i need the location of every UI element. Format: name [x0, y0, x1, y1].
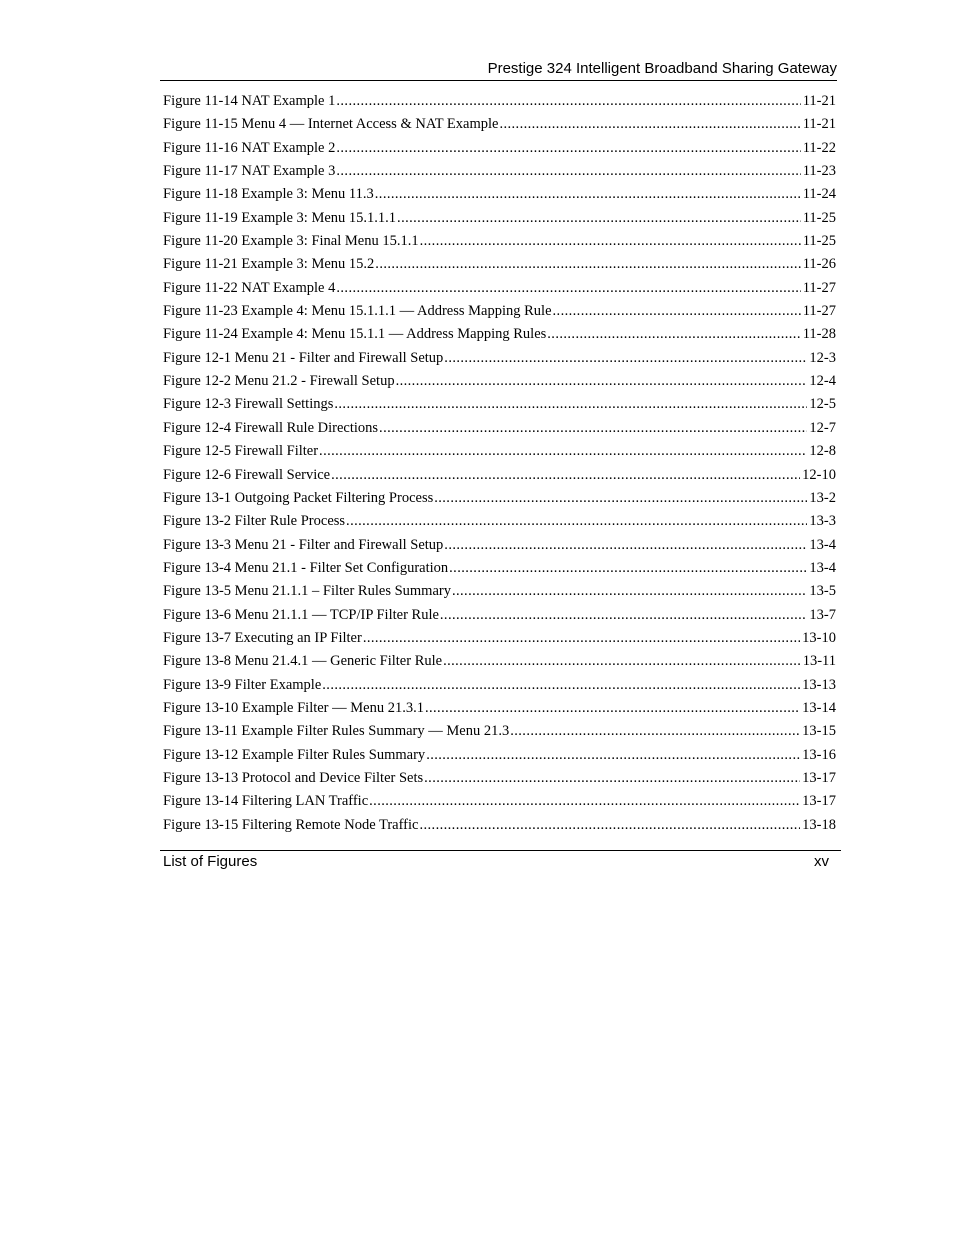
- toc-dot-leader: [444, 347, 807, 370]
- toc-entry-page: 11-26: [802, 256, 836, 273]
- toc-dot-leader: [440, 604, 808, 627]
- toc-dot-leader: [419, 814, 800, 837]
- toc-entry-label: Figure 12-1 Menu 21 - Filter and Firewall Setup: [163, 349, 444, 366]
- toc-entry-page: 13-15: [802, 723, 836, 740]
- toc-entry-label: Figure 13-7 Executing an IP Filter: [163, 629, 362, 646]
- toc-entry-label: Figure 12-4 Firewall Rule Directions: [163, 419, 379, 436]
- toc-entry-page: 13-18: [802, 816, 836, 833]
- toc-entry-label: Figure 11-21 Example 3: Menu 15.2: [163, 256, 375, 273]
- toc-dot-leader: [425, 697, 800, 720]
- toc-entry-page: 13-17: [802, 793, 836, 810]
- toc-dot-leader: [331, 464, 800, 487]
- toc-entry-page: 13-5: [809, 583, 836, 600]
- toc-entry-label: Figure 11-18 Example 3: Menu 11.3: [163, 186, 374, 203]
- toc-entry[interactable]: [163, 580, 836, 603]
- toc-dot-leader: [510, 720, 800, 743]
- toc-entry-label: Figure 13-10 Example Filter — Menu 21.3.1: [163, 699, 424, 716]
- toc-entry-label: Figure 13-12 Example Filter Rules Summary: [163, 746, 426, 763]
- toc-entry-page: 13-7: [809, 606, 836, 623]
- toc-entry-label: Figure 13-11 Example Filter Rules Summary — Menu 21.3: [163, 723, 510, 740]
- toc-entry-label: Figure 11-16 NAT Example 2: [163, 139, 336, 156]
- header-divider: [160, 80, 837, 81]
- toc-dot-leader: [336, 160, 800, 183]
- toc-entry-label: Figure 11-20 Example 3: Final Menu 15.1.1: [163, 233, 419, 250]
- toc-entry[interactable]: [163, 744, 836, 767]
- toc-entry[interactable]: [163, 650, 836, 673]
- toc-entry-label: Figure 12-2 Menu 21.2 - Firewall Setup: [163, 373, 395, 390]
- toc-entry[interactable]: [163, 207, 836, 230]
- toc-dot-leader: [449, 557, 807, 580]
- toc-entry-label: Figure 13-5 Menu 21.1.1 – Filter Rules Summary: [163, 583, 451, 600]
- toc-entry-label: Figure 13-9 Filter Example: [163, 676, 322, 693]
- toc-entry-page: 13-11: [802, 653, 836, 670]
- toc-dot-leader: [363, 627, 800, 650]
- toc-entry-page: 13-14: [802, 699, 836, 716]
- toc-entry-page: 13-17: [802, 769, 836, 786]
- toc-entry-page: 11-21: [802, 93, 836, 109]
- toc-dot-leader: [379, 417, 807, 440]
- toc-entry[interactable]: [163, 814, 836, 837]
- toc-entry[interactable]: [163, 113, 836, 136]
- toc-entry[interactable]: [163, 90, 836, 113]
- toc-entry[interactable]: [163, 183, 836, 206]
- toc-entry[interactable]: [163, 557, 836, 580]
- toc-entry[interactable]: [163, 487, 836, 510]
- toc-entry-page: 13-3: [809, 513, 836, 530]
- toc-entry-label: Figure 13-3 Menu 21 - Filter and Firewall Setup: [163, 536, 444, 553]
- toc-entry-label: Figure 13-14 Filtering LAN Traffic: [163, 793, 369, 810]
- toc-dot-leader: [396, 370, 808, 393]
- toc-entry[interactable]: [163, 323, 836, 346]
- footer-divider: [160, 850, 841, 851]
- toc-dot-leader: [336, 277, 800, 300]
- toc-entry[interactable]: [163, 627, 836, 650]
- toc-entry-page: 12-8: [809, 443, 836, 460]
- toc-entry[interactable]: [163, 604, 836, 627]
- toc-entry[interactable]: [163, 253, 836, 276]
- toc-dot-leader: [319, 440, 807, 463]
- toc-dot-leader: [424, 767, 800, 790]
- toc-dot-leader: [369, 790, 800, 813]
- toc-entry-page: 11-22: [802, 139, 836, 156]
- toc-entry-label: Figure 12-6 Firewall Service: [163, 466, 331, 483]
- toc-entry-page: 11-24: [802, 186, 836, 203]
- toc-dot-leader: [375, 183, 801, 206]
- toc-dot-leader: [346, 510, 807, 533]
- toc-entry-label: Figure 11-14 NAT Example 1: [163, 93, 336, 109]
- toc-entry-page: 12-4: [809, 373, 836, 390]
- toc-entry-label: Figure 13-4 Menu 21.1 - Filter Set Configuration: [163, 559, 449, 576]
- toc-entry-label: Figure 11-19 Example 3: Menu 15.1.1.1: [163, 209, 397, 226]
- toc-dot-leader: [444, 534, 807, 557]
- toc-entry-label: Figure 13-6 Menu 21.1.1 — TCP/IP Filter Rule: [163, 606, 439, 623]
- toc-entry-label: Figure 13-13 Protocol and Device Filter Sets: [163, 769, 424, 786]
- toc-entry-label: Figure 11-24 Example 4: Menu 15.1.1 — Address Mapping Rules: [163, 326, 547, 343]
- toc-dot-leader: [547, 323, 800, 346]
- footer-section-title: List of Figures: [163, 853, 258, 870]
- toc-entry-page: 11-25: [802, 209, 836, 226]
- toc-dot-leader: [499, 113, 800, 136]
- toc-entry[interactable]: [163, 370, 836, 393]
- toc-dot-leader: [336, 137, 800, 160]
- toc-entry-label: Figure 11-15 Menu 4 — Internet Access & NAT Example: [163, 116, 499, 133]
- toc-entry-page: 11-25: [802, 233, 836, 250]
- toc-dot-leader: [452, 580, 807, 603]
- toc-entry[interactable]: [163, 510, 836, 533]
- toc-entry-label: Figure 11-17 NAT Example 3: [163, 163, 336, 180]
- toc-entry-page: 13-10: [802, 629, 836, 646]
- toc-entry[interactable]: [163, 790, 836, 813]
- toc-entry[interactable]: [163, 674, 836, 697]
- toc-dot-leader: [397, 207, 801, 230]
- toc-entry-page: 11-27: [802, 303, 836, 320]
- toc-entry-page: 13-13: [802, 676, 836, 693]
- toc-entry[interactable]: [163, 160, 836, 183]
- toc-entry[interactable]: [163, 137, 836, 160]
- toc-entry-label: Figure 13-15 Filtering Remote Node Traffic: [163, 816, 419, 833]
- toc-entry[interactable]: [163, 393, 836, 416]
- toc-entry-page: 12-3: [809, 349, 836, 366]
- toc-entry-label: Figure 11-22 NAT Example 4: [163, 279, 336, 296]
- toc-dot-leader: [434, 487, 807, 510]
- toc-entry-label: Figure 11-23 Example 4: Menu 15.1.1.1 — Address Mapping Rule: [163, 303, 552, 320]
- footer-page-number: xv: [814, 853, 829, 870]
- toc-entry-label: Figure 12-3 Firewall Settings: [163, 396, 334, 413]
- toc-dot-leader: [322, 674, 800, 697]
- toc-entry-page: 11-23: [802, 163, 836, 180]
- toc-entry[interactable]: [163, 534, 836, 557]
- toc-entry-label: Figure 13-8 Menu 21.4.1 — Generic Filter Rule: [163, 653, 443, 670]
- toc-entry-page: 12-7: [809, 419, 836, 436]
- toc-entry[interactable]: [163, 440, 836, 463]
- toc-entry-page: 12-5: [809, 396, 836, 413]
- toc-dot-leader: [375, 253, 800, 276]
- toc-entry[interactable]: [163, 697, 836, 720]
- list-of-figures: [163, 90, 836, 837]
- toc-entry[interactable]: [163, 464, 836, 487]
- toc-entry-page: 11-28: [802, 326, 836, 343]
- toc-entry[interactable]: [163, 230, 836, 253]
- toc-entry-label: Figure 12-5 Firewall Filter: [163, 443, 319, 460]
- toc-entry-page: 13-4: [809, 536, 836, 553]
- toc-entry-label: Figure 13-2 Filter Rule Process: [163, 513, 346, 530]
- toc-entry-page: 11-27: [802, 279, 836, 296]
- toc-dot-leader: [336, 90, 800, 113]
- running-header: Prestige 324 Intelligent Broadband Sharing Gateway: [487, 60, 837, 77]
- toc-entry[interactable]: [163, 277, 836, 300]
- toc-entry-page: 12-10: [802, 466, 836, 483]
- toc-dot-leader: [553, 300, 801, 323]
- toc-entry-label: Figure 13-1 Outgoing Packet Filtering Process: [163, 489, 434, 506]
- toc-entry-page: 13-4: [809, 559, 836, 576]
- toc-dot-leader: [443, 650, 801, 673]
- toc-dot-leader: [426, 744, 800, 767]
- toc-entry[interactable]: [163, 347, 836, 370]
- toc-entry-page: 11-21: [802, 116, 836, 133]
- toc-entry[interactable]: [163, 417, 836, 440]
- toc-entry-page: 13-16: [802, 746, 836, 763]
- toc-dot-leader: [420, 230, 801, 253]
- toc-entry[interactable]: [163, 300, 836, 323]
- toc-entry[interactable]: [163, 767, 836, 790]
- toc-entry-page: 13-2: [809, 489, 836, 506]
- toc-entry[interactable]: [163, 720, 836, 743]
- toc-dot-leader: [334, 393, 807, 416]
